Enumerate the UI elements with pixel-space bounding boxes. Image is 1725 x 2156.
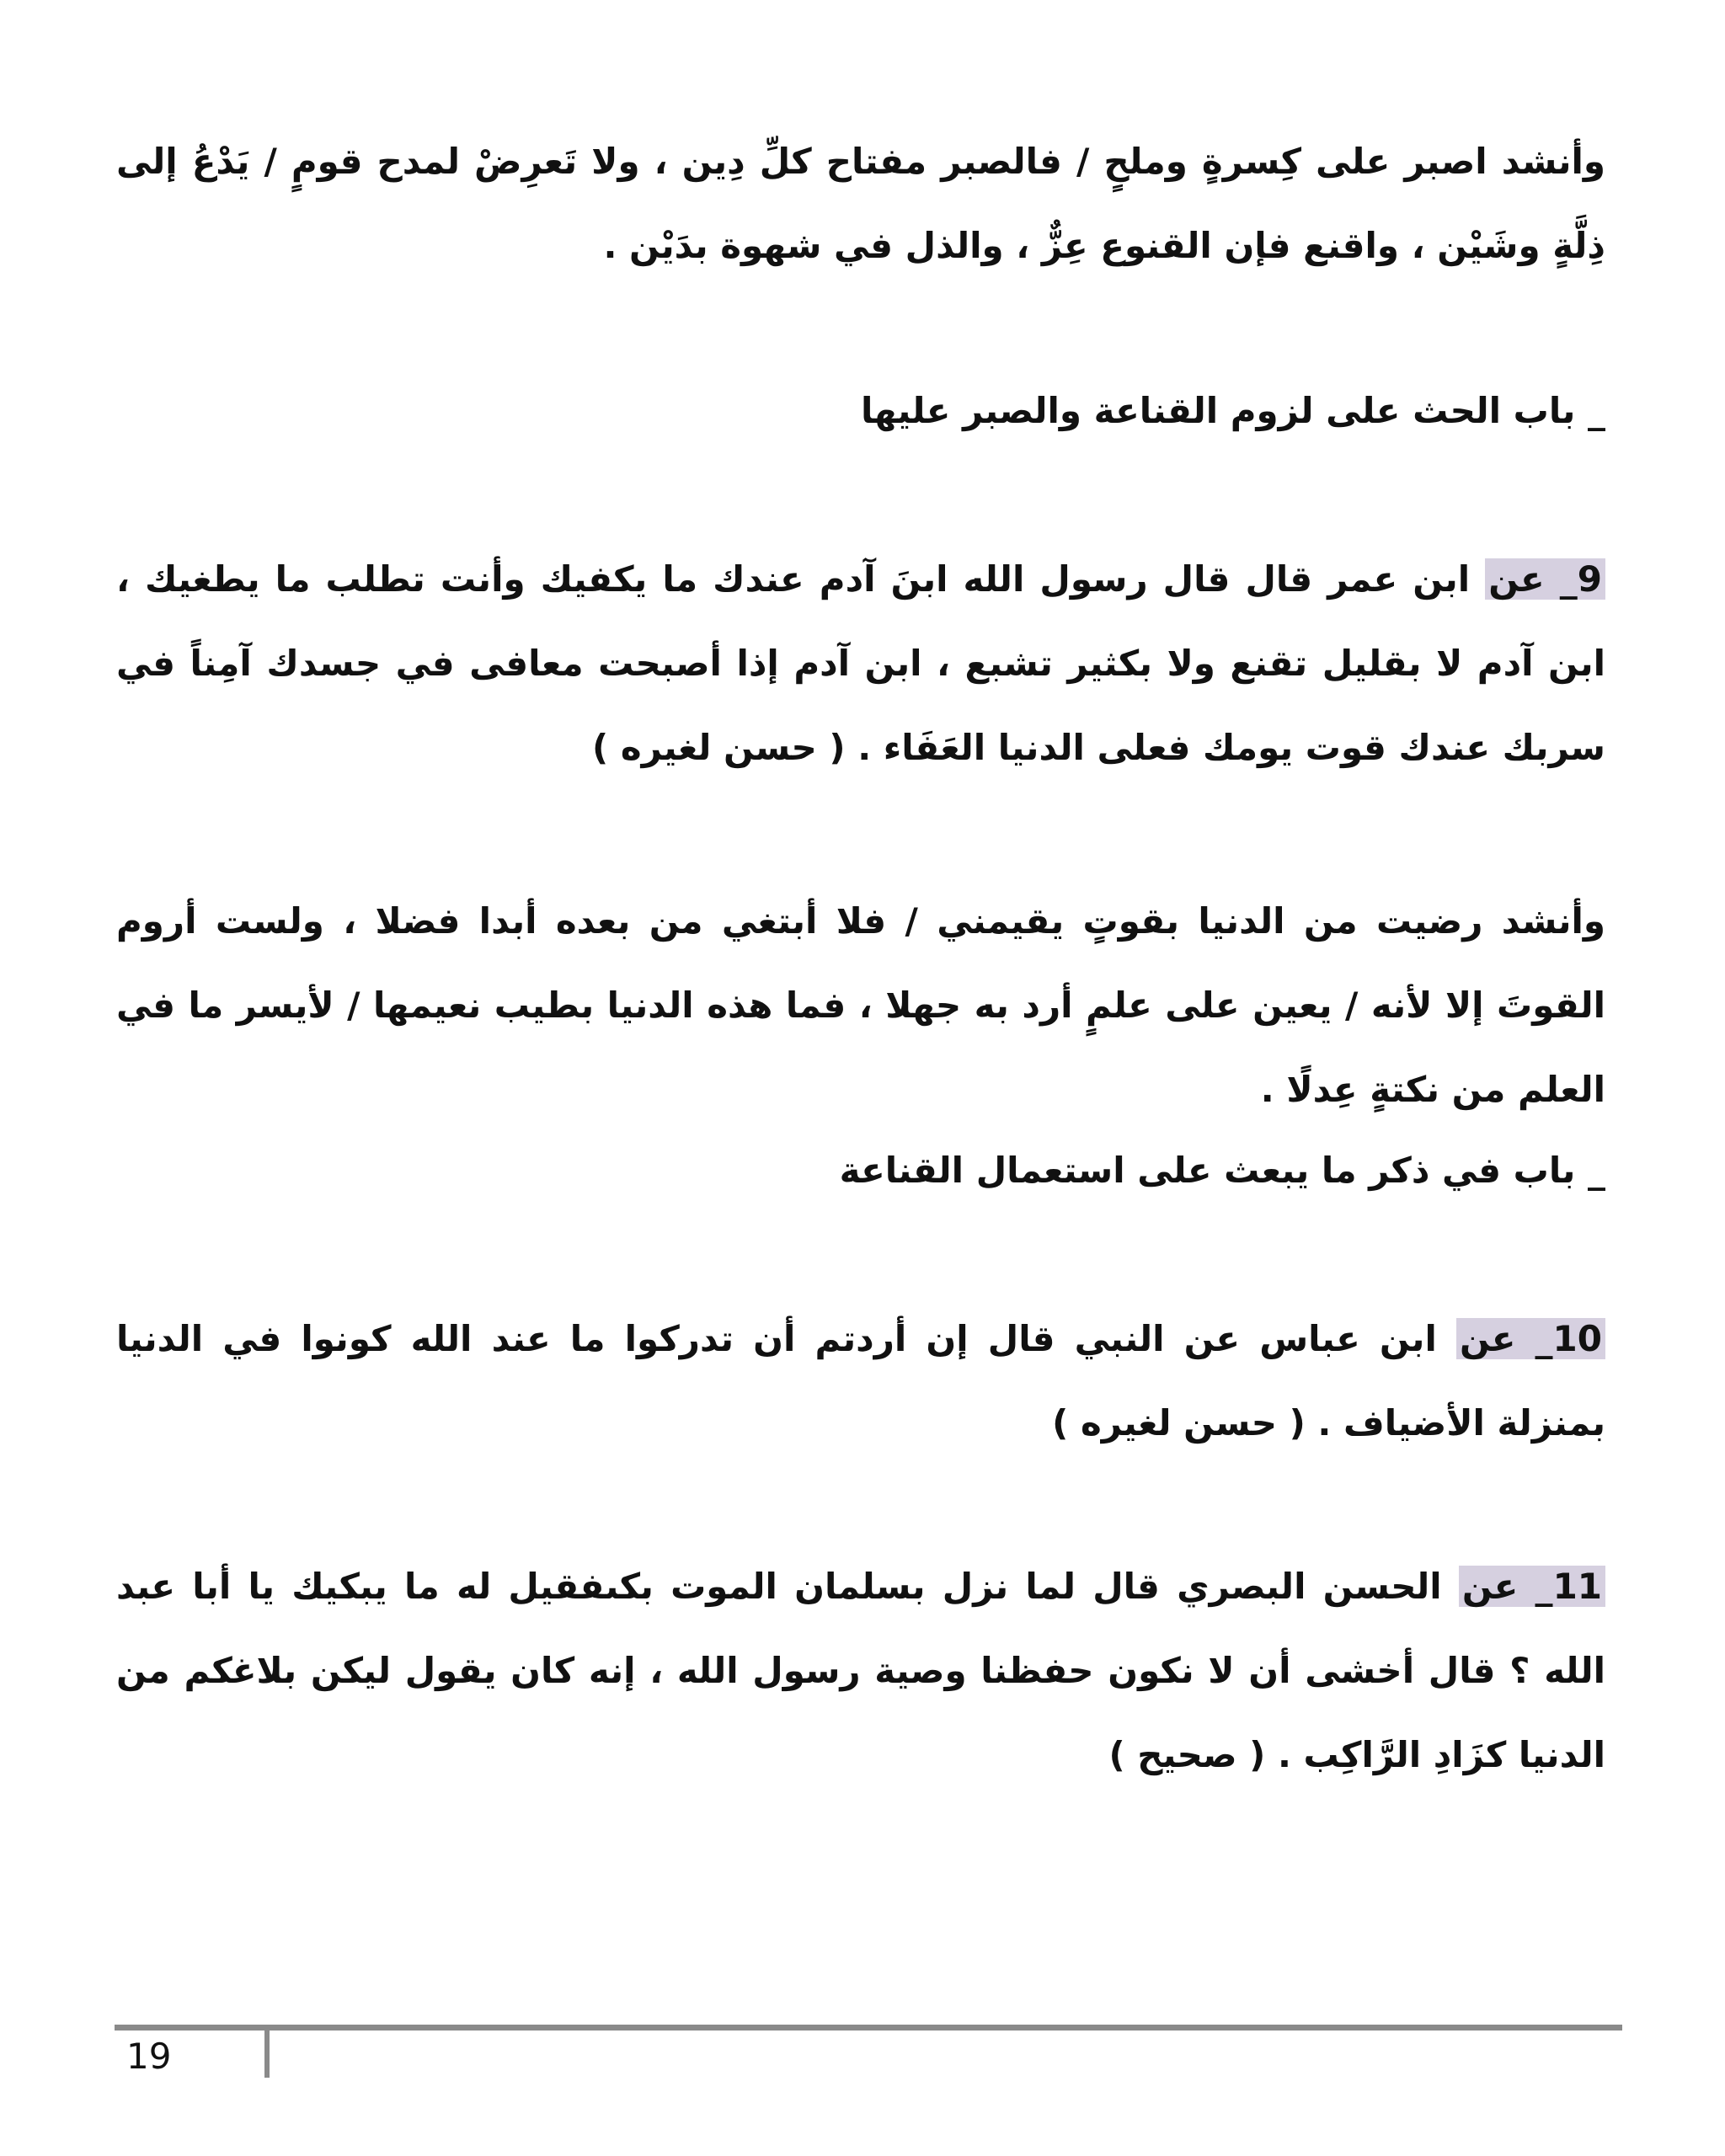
hadith-9-text: ابن عمر قال قال رسول الله ابنَ آدم عندك ما يكفيك وأنت تطلب ما يطغيك ، ابن آدم لا بقليل تقنع ولا بكثير تشبع ، ابن آدم إذا أصبحت معافى في جسدك آمِناً في سربك عندك قوت يومك فعلى الدنيا العَفَاء . ( حسن لغيره )	[116, 558, 1605, 768]
verse-2-text: وأنشد رضيت من الدنيا بقوتٍ يقيمني / فلا أبتغي من بعده أبدا فضلا ، ولست أروم القوتَ إلا لأنه / يعين على علمٍ أرد به جهلا ، فما هذه الدنيا بطيب نعيمها / لأيسر ما في العلم من نكتةٍ عِدلًا .	[116, 900, 1605, 1110]
hadith-11-number-highlight: 11_ عن	[1459, 1566, 1605, 1607]
section-heading-1	[116, 369, 1605, 453]
hadith-10-number-highlight: 10_ عن	[1456, 1318, 1605, 1359]
verse-paragraph-2	[116, 879, 1605, 1132]
verse-paragraph-1	[116, 120, 1605, 288]
hadith-10-paragraph	[116, 1297, 1605, 1465]
heading-2-text: _ باب في ذكر ما يبعث على استعمال القناعة	[839, 1150, 1605, 1191]
verse-1-text: وأنشد اصبر على كِسرةٍ وملحٍ / فالصبر مفتاح كلِّ دِين ، ولا تَعرِضْ لمدح قومٍ / يَدْعُ إلى ذِلَّةٍ وشَيْن ، واقنع فإن القنوع عِزٌّ ، والذل في شهوة بدَيْن .	[116, 141, 1605, 266]
hadith-9-paragraph	[116, 537, 1605, 790]
hadith-11-paragraph	[116, 1545, 1605, 1797]
hadith-10-text: ابن عباس عن النبي قال إن أردتم أن تدركوا ما عند الله كونوا في الدنيا بمنزلة الأضياف . ( حسن لغيره )	[116, 1318, 1605, 1444]
hadith-9-number-highlight: 9_ عن	[1485, 558, 1605, 600]
hadith-11-text: الحسن البصري قال لما نزل بسلمان الموت بكىفقيل له ما يبكيك يا أبا عبد الله ؟ قال أخشى أن لا نكون حفظنا وصية رسول الله ، إنه كان يقول ليكن بلاغكم من الدنيا كزَادِ الرَّاكِب . ( صحيح )	[116, 1566, 1605, 1775]
footer-divider-line	[115, 2025, 1622, 2031]
page-number: 19	[126, 2036, 172, 2077]
footer-divider-tick	[264, 2031, 270, 2078]
heading-1-text: _ باب الحث على لزوم القناعة والصبر عليها	[861, 390, 1605, 431]
section-heading-2	[116, 1129, 1605, 1213]
